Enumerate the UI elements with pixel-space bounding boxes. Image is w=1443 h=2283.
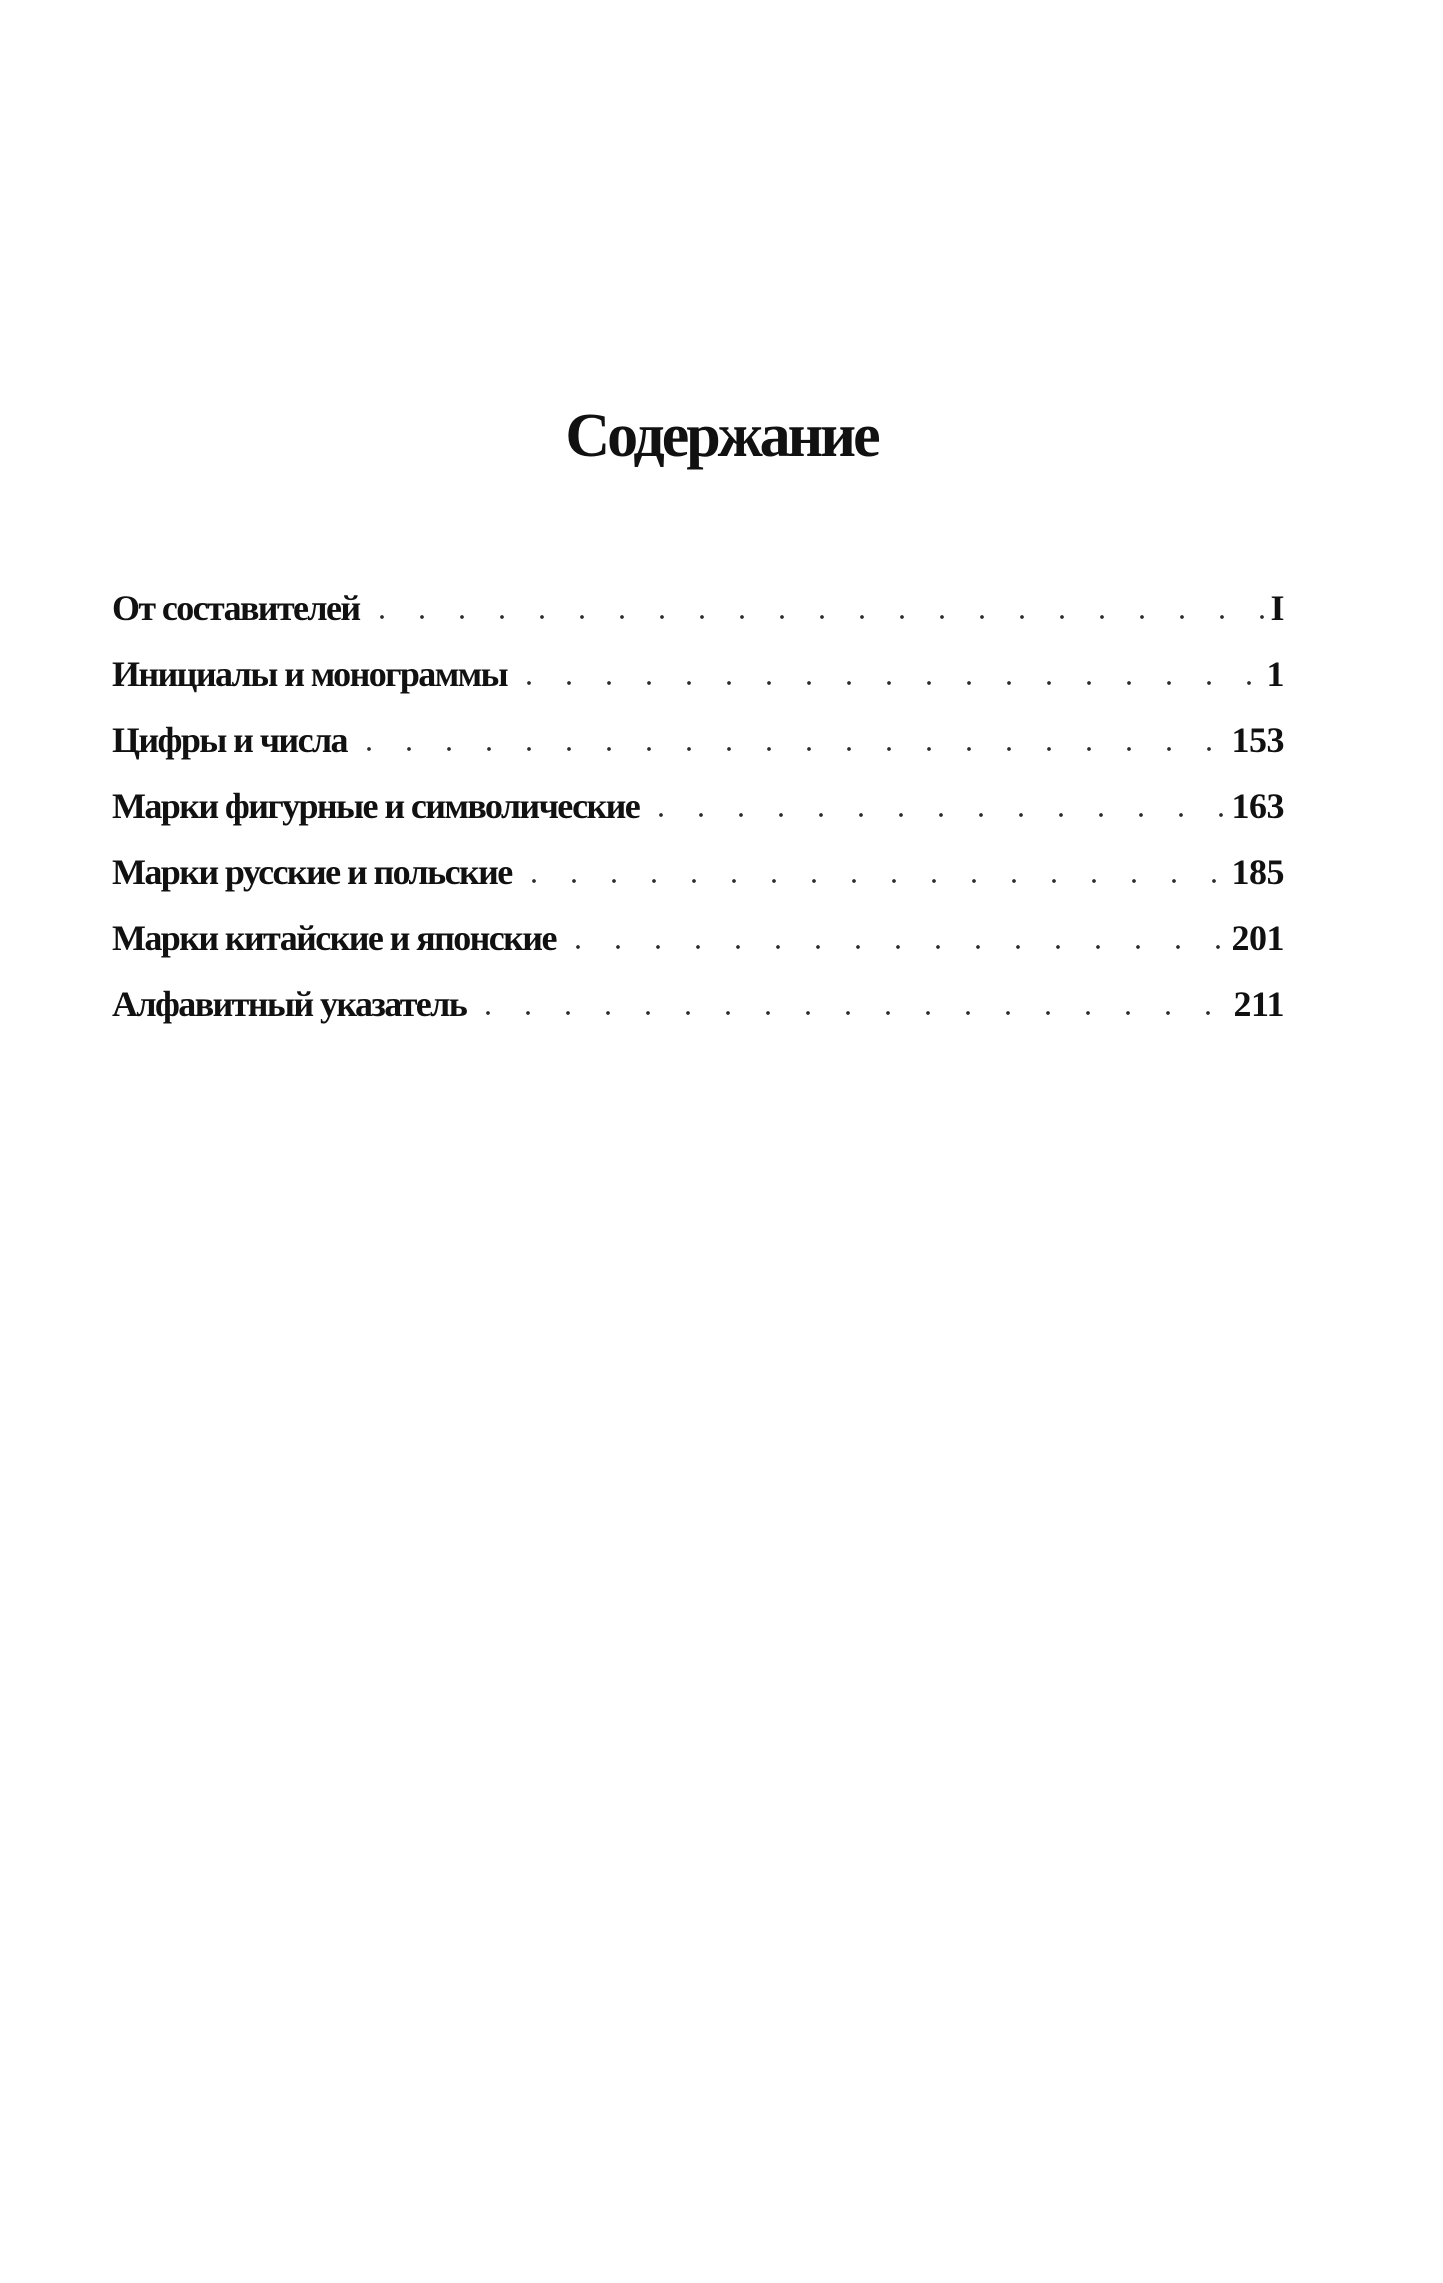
- toc-entry: [112, 854, 1284, 920]
- toc-entry-title: От составителей: [112, 588, 360, 628]
- dot-leader: [641, 812, 1227, 818]
- toc-entry-title: Инициалы и монограммы: [112, 654, 508, 694]
- dot-leader: [558, 944, 1228, 950]
- toc-entry: [112, 788, 1284, 854]
- toc-entry-page: I: [1270, 588, 1284, 628]
- toc-entry-page: 153: [1231, 720, 1284, 760]
- toc-entry: [112, 920, 1284, 986]
- toc-entry-title: Алфавитный указатель: [112, 984, 467, 1024]
- toc-entry-title: Марки русские и польские: [112, 852, 512, 892]
- toc-entry-page: 201: [1231, 918, 1284, 958]
- toc-entry: [112, 590, 1284, 656]
- toc-entry-page: 163: [1231, 786, 1284, 826]
- toc-entry: [112, 656, 1284, 722]
- toc-entry-title: Марки китайские и японские: [112, 918, 556, 958]
- dot-leader: [514, 878, 1228, 884]
- toc-entry-page: 211: [1233, 984, 1284, 1024]
- toc-entry-page: 1: [1266, 654, 1284, 694]
- toc-entry-title: Марки фигурные и символические: [112, 786, 640, 826]
- toc-entry-title: Цифры и числа: [112, 720, 347, 760]
- dot-leader: [509, 680, 1262, 686]
- toc-entry-page: 185: [1231, 852, 1284, 892]
- table-of-contents: [112, 590, 1284, 1052]
- dot-leader: [349, 746, 1228, 752]
- toc-entry: [112, 986, 1284, 1052]
- toc-entry: [112, 722, 1284, 788]
- dot-leader: [362, 614, 1267, 620]
- dot-leader: [468, 1010, 1229, 1016]
- page-title: Содержание: [565, 402, 878, 470]
